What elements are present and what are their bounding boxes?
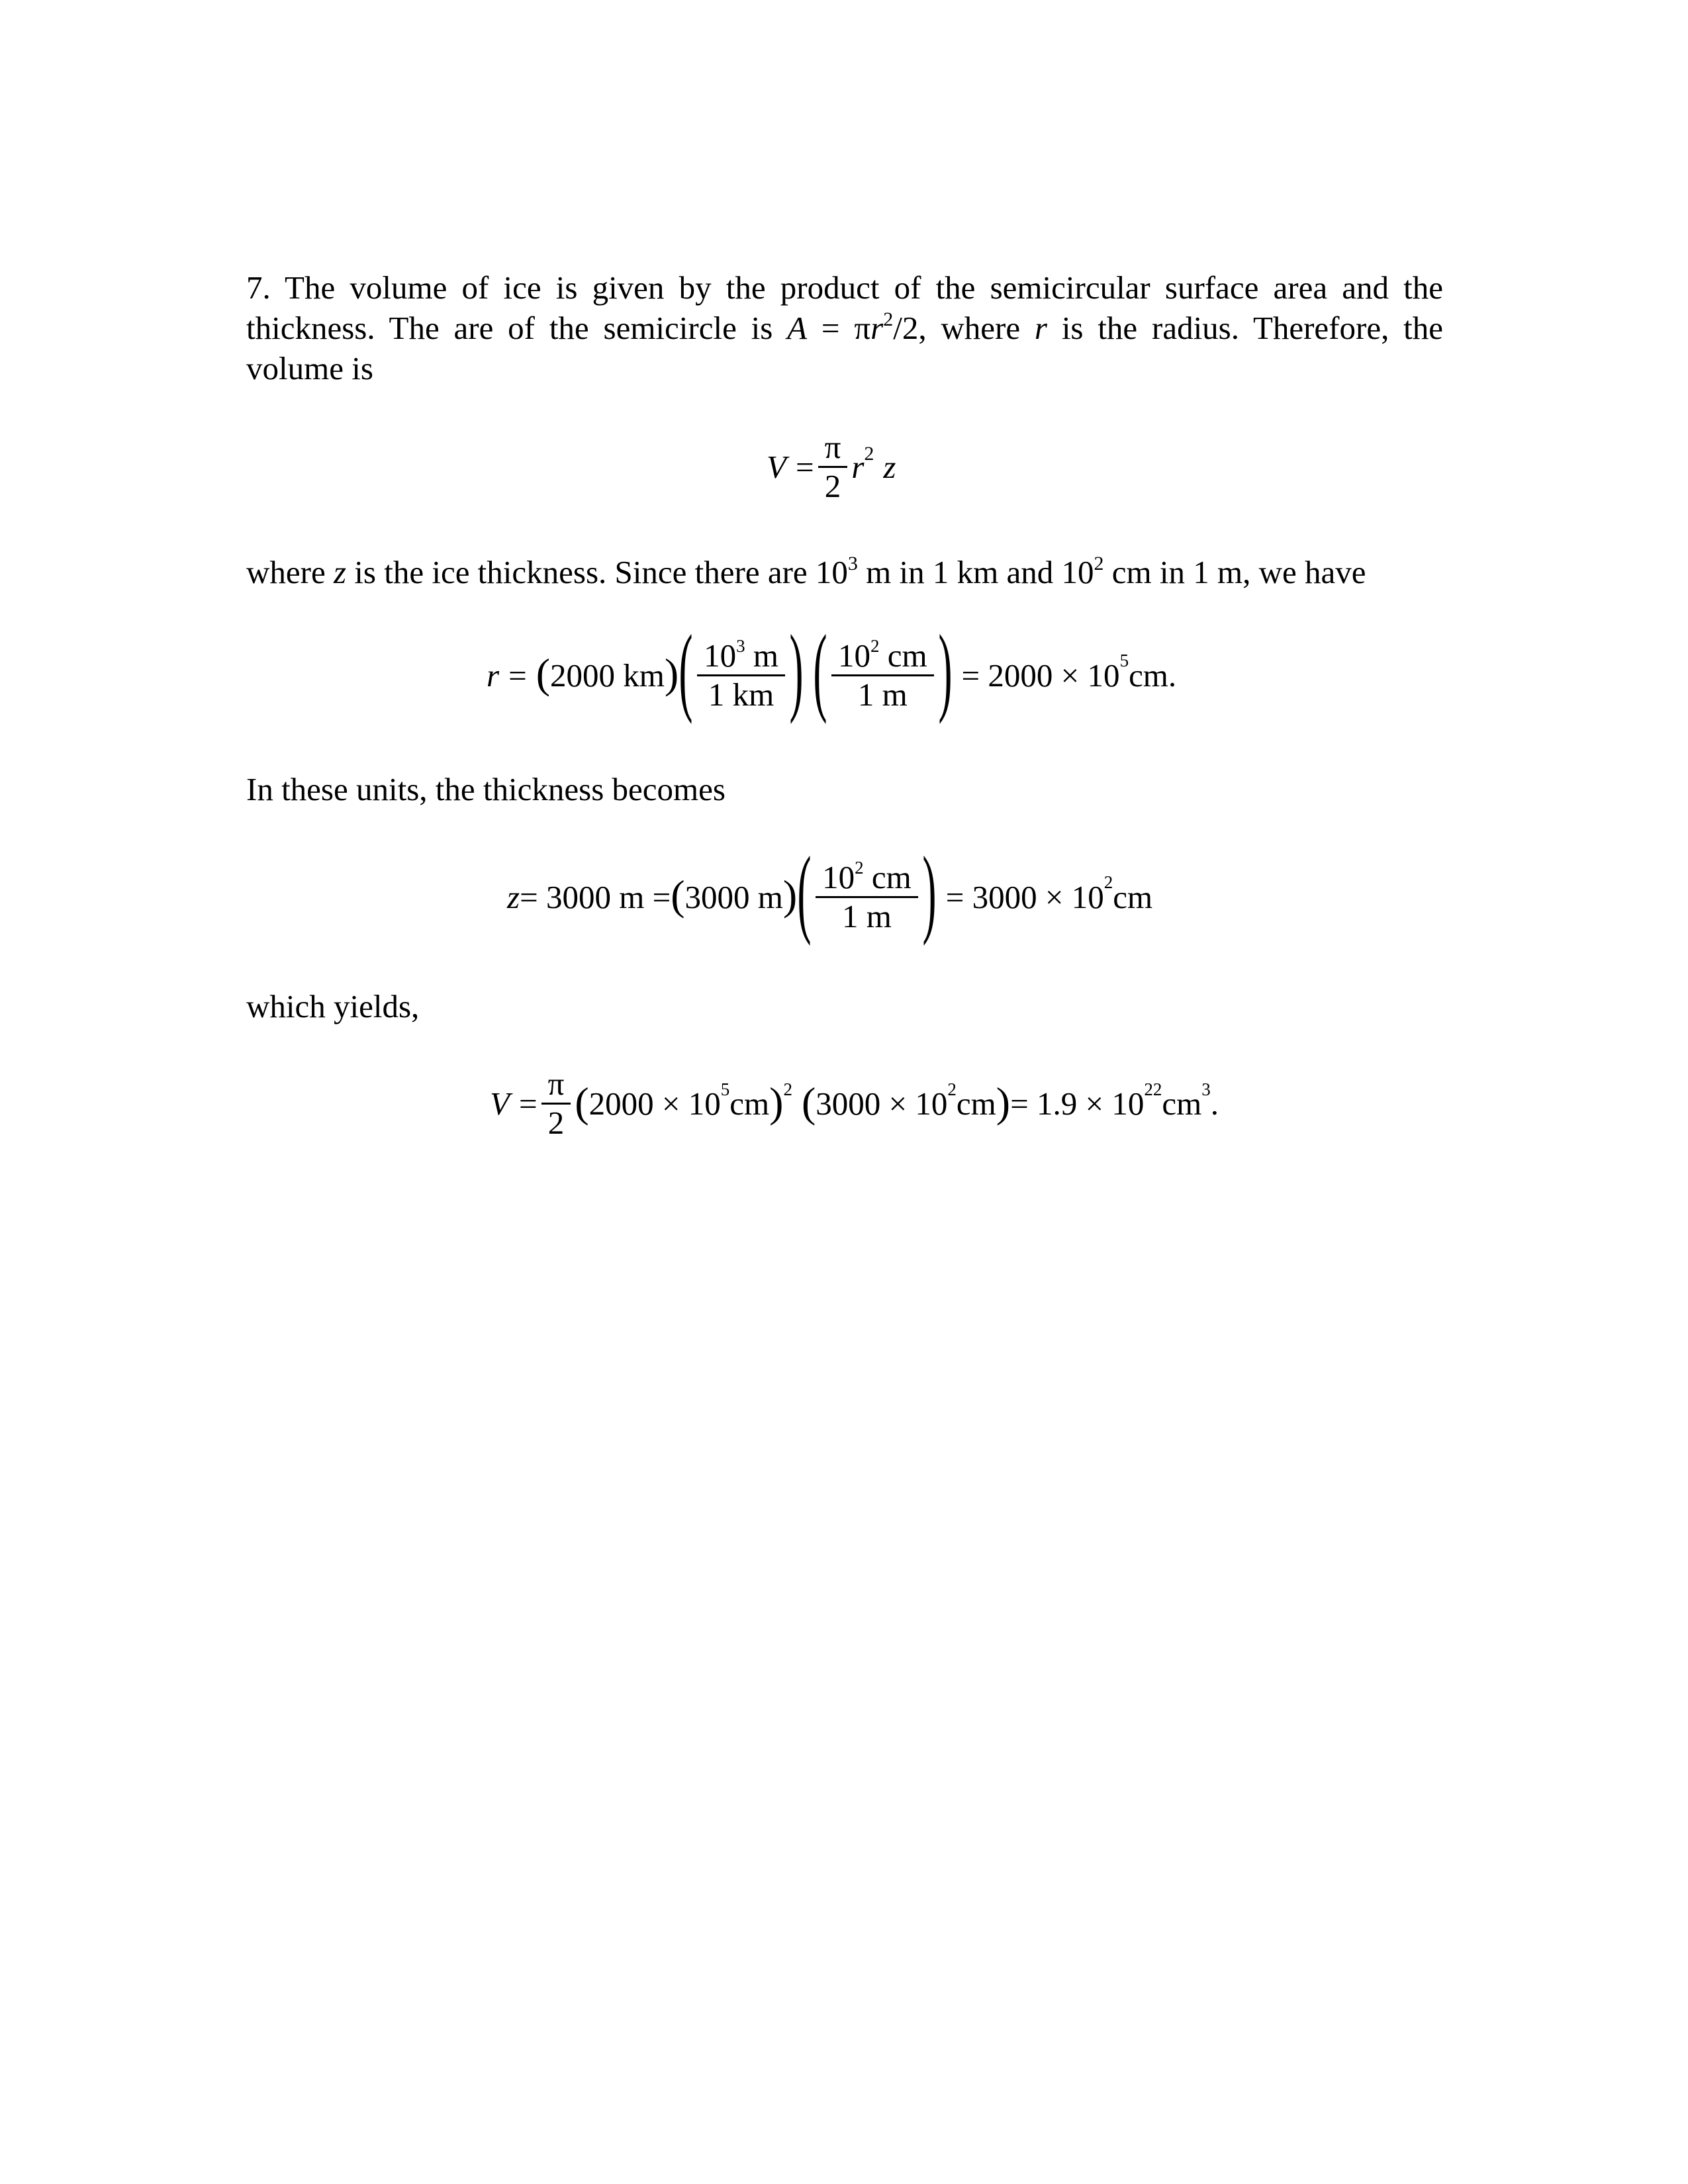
fraction-pi-over-2: $\frac{\pi}{2}$ (818, 429, 848, 505)
fraction-m-to-cm: $\frac{10^2 cm}{1 m}$ (831, 637, 934, 713)
equation-volume-formula: V = $\frac{\pi}{2}$ r $^2$ z (767, 429, 896, 504)
equation-volume-result: V = $\frac{\pi}{2}$ ( 2000 × 10 5 cm ) 2 ( 3000 × 10 2 cm ) = 1.9 × 10 22 cm 3 . (490, 1066, 1219, 1141)
problem-line-2: thickness. The are of the semicircle is $A = \pi r^2/2$, where r is the radius. Therefore, the (246, 308, 1444, 346)
fraction-pi-over-2-b: $\frac{\pi}{2}$ (541, 1066, 571, 1142)
problem-paragraph (246, 267, 1443, 388)
fraction-m-to-cm-2: $\frac{10^2 cm}{1 m}$ (816, 859, 918, 935)
equation-thickness-conversion: z = 3000 m = ( 3000 m ) ( $\frac{10^2 cm}{1 m}$ ) = 3000 × 10 2 cm (507, 837, 1153, 946)
yields-paragraph: which yields, (246, 988, 420, 1024)
units-paragraph: In these units, the thickness becomes (246, 771, 726, 807)
problem-line-3: volume is (246, 350, 373, 387)
fraction-km-to-m: $\frac{10^3 m}{1 km}$ (697, 637, 785, 713)
equation-radius-conversion: r = ( 2000 km ) ( $\frac{10^3 m}{1 km}$ ) ( $\frac{10^2 cm}{1 m}$ ) = 2000 × 10 5 cm. (487, 615, 1177, 725)
conversion-paragraph: where z is the ice thickness. Since there are $10^3$ m in 1 km and $10^2$ cm in 1 m, we have (246, 553, 1366, 590)
problem-line-1: 7. The volume of ice is given by the product of the semicircular surface area and the (246, 269, 1443, 306)
